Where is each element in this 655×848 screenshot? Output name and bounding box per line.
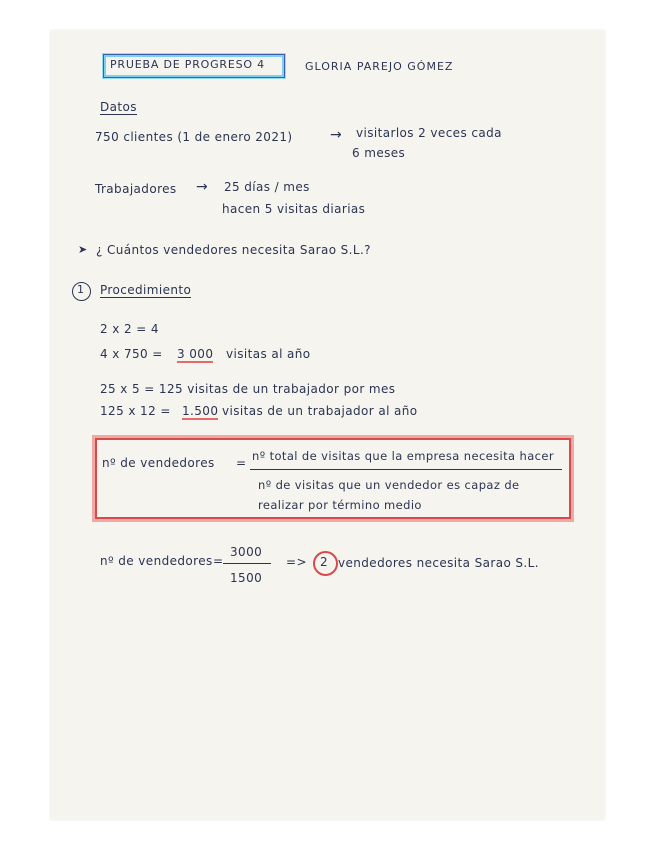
formula-lhs: nº de vendedores [102,456,215,470]
calc-line-2-pre: 4 x 750 = [100,347,163,361]
title-box [103,54,285,78]
result-lhs: nº de vendedores [100,554,213,568]
calc-line-4-post: visitas de un trabajador al año [222,404,418,418]
result-denominator: 1500 [230,571,263,585]
arrow-icon: → [330,127,343,143]
result-text: vendedores necesita Sarao S.L. [338,556,539,570]
datos-line2-left: Trabajadores [95,182,177,196]
result-numerator: 3000 [230,545,263,559]
datos-line2-cont: hacen 5 visitas diarias [222,202,366,216]
notebook-page [50,30,605,820]
datos-heading: Datos [100,100,137,114]
calc-line-4-pre: 125 x 12 = [100,404,171,418]
fraction-line [223,563,271,564]
formula-equals: = [236,456,247,470]
datos-line1-left: 750 clientes (1 de enero 2021) [95,130,293,144]
datos-line2-right: 25 días / mes [224,180,310,194]
step-number: 1 [77,283,85,296]
calc-line-1: 2 x 2 = 4 [100,322,159,336]
result-equals: = [213,554,224,568]
calc-line-4-value: 1.500 [182,404,219,418]
calc-line-3: 25 x 5 = 125 visitas de un trabajador por mes [100,382,396,396]
page-title: PRUEBA DE PROGRESO 4 [110,58,265,71]
fraction-line [250,469,562,470]
calc-line-2-post: visitas al año [226,347,311,361]
arrow-icon: → [196,179,209,195]
implies-arrow: => [286,555,307,569]
bullet-arrow-icon: ➤ [78,243,88,256]
formula-denominator-1: nº de visitas que un vendedor es capaz de [258,478,520,492]
formula-numerator: nº total de visitas que la empresa necesita hacer [252,449,554,463]
procedure-heading: Procedimiento [100,283,192,297]
formula-denominator-2: realizar por término medio [258,498,422,512]
datos-line1-right: visitarlos 2 veces cada [356,126,502,140]
question-text: ¿ Cuántos vendedores necesita Sarao S.L.? [96,243,371,257]
datos-line1-cont: 6 meses [352,146,406,160]
author-name: GLORIA PAREJO GÓMEZ [305,60,454,73]
result-answer: 2 [320,555,329,569]
calc-line-2-value: 3 000 [177,347,214,361]
